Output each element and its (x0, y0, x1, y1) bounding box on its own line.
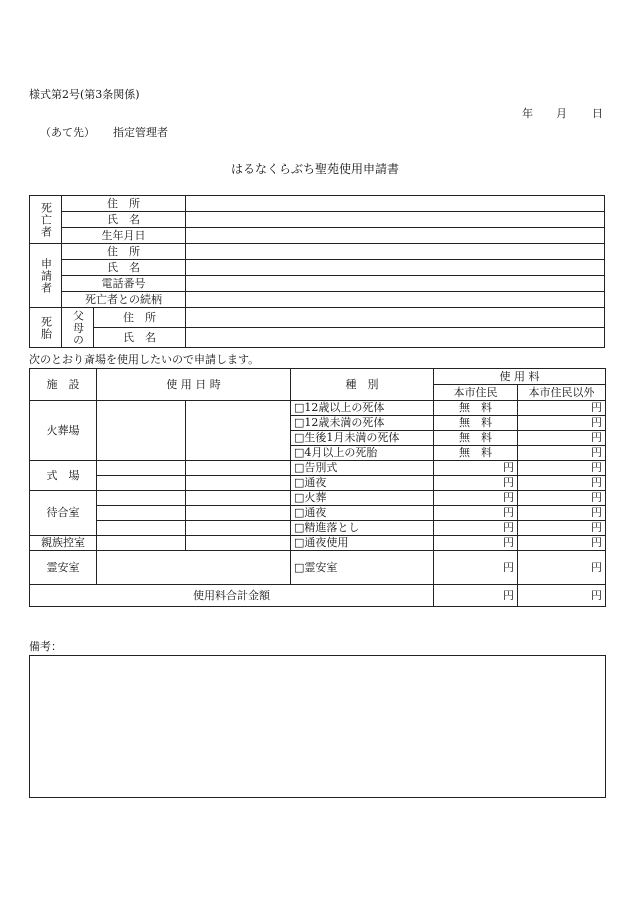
stillbirth-address-label: 住 所 (94, 308, 186, 328)
waiting-non-resident-fee: 円 (518, 506, 606, 521)
deceased-address-field[interactable] (186, 196, 605, 212)
deceased-address-label: 住 所 (62, 196, 186, 212)
waiting-date-field[interactable] (97, 491, 186, 506)
deceased-name-label: 氏 名 (62, 212, 186, 228)
total-non-resident-fee: 円 (518, 585, 606, 607)
cremation-label: 火葬場 (30, 401, 97, 461)
stillbirth-parent-label: 父母の (62, 308, 94, 348)
cremation-non-resident-fee: 円 (518, 416, 606, 431)
date-month-label: 月 (556, 107, 567, 120)
ceremony-time-field[interactable] (186, 461, 291, 476)
applicant-phone-field[interactable] (186, 276, 605, 292)
family-room-non-resident-fee: 円 (518, 536, 606, 551)
remarks-box[interactable] (29, 655, 606, 798)
waiting-resident-fee: 円 (434, 521, 518, 536)
waiting-non-resident-fee: 円 (518, 521, 606, 536)
applicant-group-label: 申請者 (30, 244, 62, 308)
applicant-relation-label: 死亡者との続柄 (62, 292, 186, 308)
deceased-birthdate-label: 生年月日 (62, 228, 186, 244)
total-label: 使用料合計金額 (30, 585, 434, 607)
form-number: 様式第2号(第3条関係) (29, 88, 140, 101)
deceased-birthdate-field[interactable] (186, 228, 605, 244)
cremation-type-option[interactable]: □12歳未満の死体 (291, 416, 434, 431)
facility-header: 施 設 (30, 369, 97, 401)
date-year-label: 年 (522, 107, 533, 120)
applicant-name-field[interactable] (186, 260, 605, 276)
waiting-resident-fee: 円 (434, 491, 518, 506)
waiting-room-label: 待合室 (30, 491, 97, 536)
waiting-resident-fee: 円 (434, 506, 518, 521)
family-room-date-field[interactable] (97, 536, 186, 551)
cremation-resident-fee: 無 料 (434, 431, 518, 446)
family-room-label: 親族控室 (30, 536, 97, 551)
total-resident-fee: 円 (434, 585, 518, 607)
cremation-type-option[interactable]: □生後1月未満の死体 (291, 431, 434, 446)
waiting-type-option[interactable]: □火葬 (291, 491, 434, 506)
cremation-type-option[interactable]: □12歳以上の死体 (291, 401, 434, 416)
deceased-group-label: 死亡者 (30, 196, 62, 244)
ceremony-label: 式 場 (30, 461, 97, 491)
addressee: 指定管理者 (113, 126, 168, 139)
ceremony-date-field[interactable] (97, 476, 186, 491)
ceremony-time-field[interactable] (186, 476, 291, 491)
cremation-type-option[interactable]: □4月以上の死胎 (291, 446, 434, 461)
waiting-time-field[interactable] (186, 491, 291, 506)
cremation-non-resident-fee: 円 (518, 431, 606, 446)
waiting-type-option[interactable]: □通夜 (291, 506, 434, 521)
fee-header: 使 用 料 (434, 369, 606, 385)
type-header: 種 別 (291, 369, 434, 401)
family-room-time-field[interactable] (186, 536, 291, 551)
deceased-name-field[interactable] (186, 212, 605, 228)
cremation-resident-fee: 無 料 (434, 446, 518, 461)
ceremony-resident-fee: 円 (434, 461, 518, 476)
family-room-type-option[interactable]: □通夜使用 (291, 536, 434, 551)
cremation-resident-fee: 無 料 (434, 416, 518, 431)
stillbirth-address-field[interactable] (186, 308, 605, 328)
cremation-time-field[interactable] (186, 401, 291, 461)
applicant-address-field[interactable] (186, 244, 605, 260)
cremation-date-field[interactable] (97, 401, 186, 461)
cremation-non-resident-fee: 円 (518, 446, 606, 461)
stillbirth-name-field[interactable] (186, 328, 605, 348)
applicant-relation-field[interactable] (186, 292, 605, 308)
waiting-time-field[interactable] (186, 506, 291, 521)
waiting-date-field[interactable] (97, 506, 186, 521)
waiting-date-field[interactable] (97, 521, 186, 536)
stillbirth-name-label: 氏 名 (94, 328, 186, 348)
applicant-name-label: 氏 名 (62, 260, 186, 276)
mortuary-non-resident-fee: 円 (518, 551, 606, 585)
usage-table (29, 368, 606, 607)
page-title: はるなくらぶち聖苑使用申請書 (230, 162, 399, 176)
addressee-label: （あて先） (40, 126, 95, 139)
ceremony-type-option[interactable]: □通夜 (291, 476, 434, 491)
applicant-address-label: 住 所 (62, 244, 186, 260)
mortuary-type-option[interactable]: □霊安室 (291, 551, 434, 585)
waiting-time-field[interactable] (186, 521, 291, 536)
ceremony-type-option[interactable]: □告別式 (291, 461, 434, 476)
resident-header: 本市住民 (434, 385, 518, 401)
intro-text: 次のとおり斎場を使用したいので申請します。 (29, 353, 260, 366)
stillbirth-group-label: 死胎 (30, 308, 62, 348)
remarks-label: 備考： (29, 640, 62, 653)
cremation-non-resident-fee: 円 (518, 401, 606, 416)
waiting-non-resident-fee: 円 (518, 491, 606, 506)
ceremony-date-field[interactable] (97, 461, 186, 476)
date-day-label: 日 (592, 107, 603, 120)
non-resident-header: 本市住民以外 (518, 385, 606, 401)
ceremony-non-resident-fee: 円 (518, 461, 606, 476)
ceremony-non-resident-fee: 円 (518, 476, 606, 491)
family-room-resident-fee: 円 (434, 536, 518, 551)
mortuary-datetime-field[interactable] (97, 551, 291, 585)
cremation-resident-fee: 無 料 (434, 401, 518, 416)
mortuary-resident-fee: 円 (434, 551, 518, 585)
info-table (29, 195, 605, 348)
applicant-phone-label: 電話番号 (62, 276, 186, 292)
mortuary-label: 霊安室 (30, 551, 97, 585)
ceremony-resident-fee: 円 (434, 476, 518, 491)
waiting-type-option[interactable]: □精進落とし (291, 521, 434, 536)
datetime-header: 使 用 日 時 (97, 369, 291, 401)
